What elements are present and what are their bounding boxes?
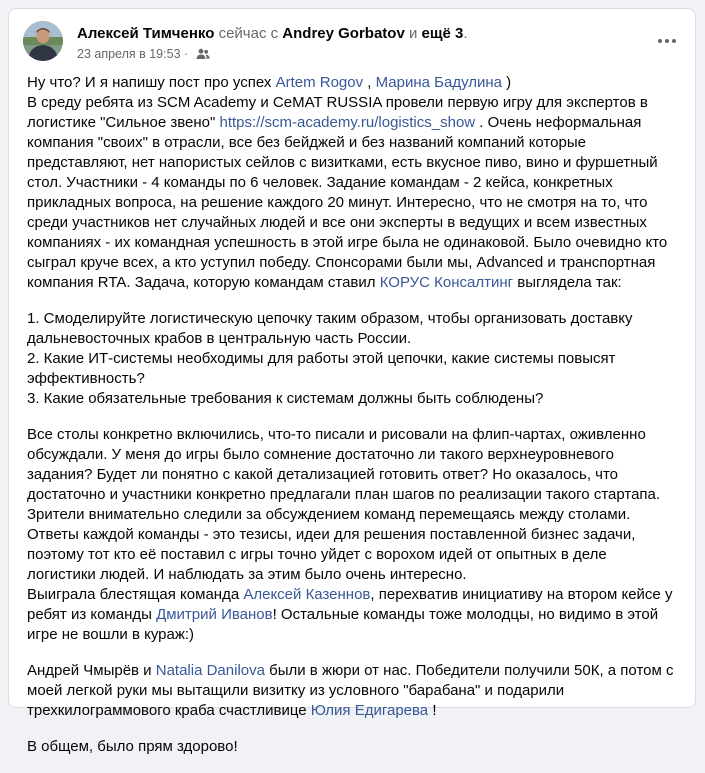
author-avatar[interactable] xyxy=(23,21,63,61)
post-date[interactable]: 23 апреля в 19:53 xyxy=(77,47,181,61)
text: , xyxy=(363,74,376,91)
list-item: 2. Какие ИТ-системы необходимы для работы этой цепочки, какие системы повысят эффективность? xyxy=(27,350,616,387)
activity-text: сейчас с xyxy=(218,25,279,42)
text: ! Остальные команды тоже молодцы, но видимо в этой игре не вошли в кураж:) xyxy=(27,606,659,643)
author-line xyxy=(77,25,468,42)
mention-marina-badulina[interactable]: Марина Бадулина xyxy=(375,74,503,91)
post-paragraph-jury xyxy=(27,661,679,721)
post-paragraph-closing: В общем, было прям здорово! xyxy=(27,738,238,755)
text: были в жюри от нас. Победители получили 50К, а потом с моей легкой руки мы вытащили визитку из условного "барабана" и подарили трехкилограммового краба счастливице xyxy=(27,662,674,719)
more-horizontal-icon[interactable] xyxy=(651,25,683,57)
post-meta xyxy=(77,47,210,63)
and-text: и xyxy=(408,25,418,42)
text: Выиграла блестящая команда xyxy=(27,586,244,603)
mention-artem-rogov[interactable]: Artem Rogov xyxy=(275,74,364,91)
avatar-photo xyxy=(23,21,63,61)
mention-korus-consulting[interactable]: КОРУС Консалтинг xyxy=(379,274,514,291)
list-item: 3. Какие обязательные требования к системам должны быть соблюдены? xyxy=(27,390,544,407)
external-link[interactable]: https://scm-academy.ru/logistics_show xyxy=(219,114,476,131)
tagged-others[interactable]: ещё 3 xyxy=(421,25,464,42)
meta-dot: · xyxy=(184,47,189,61)
text: , перехватив инициативу на втором кейсе у ребят из команды xyxy=(27,586,673,623)
mention-dmitry-ivanov[interactable]: Дмитрий Иванов xyxy=(156,606,273,623)
friends-icon[interactable] xyxy=(196,48,210,63)
text: ) xyxy=(502,74,512,91)
tagged-person[interactable]: Andrey Gorbatov xyxy=(282,25,405,42)
text: выглядела так: xyxy=(513,274,622,291)
post-header xyxy=(23,21,683,67)
text: ! xyxy=(428,702,437,719)
post-card xyxy=(8,8,696,755)
list-item: 1. Смоделируйте логистическую цепочку таким образом, чтобы организовать доставку дальневосточных крабов в центральную часть России. xyxy=(27,310,633,347)
post-paragraph-intro xyxy=(27,73,679,293)
post-paragraph-game xyxy=(27,425,679,645)
mention-aleksey-kazennov[interactable]: Алексей Казеннов xyxy=(243,586,371,603)
author-name[interactable]: Алексей Тимченко xyxy=(77,25,215,42)
text: . Очень неформальная компания "своих" в отрасли, все без бейджей и без названий компаний которые представляют, нет напористых сейлов с визитками, есть вкусное пиво, вино и фуршетный стол. Участники - 4 команды по 6 человек. Задание командам - 2 кейса, конкретных прикладных вопроса, на решение каждого 20 минут. Интересно, что не смотря на то, что среди участников нет случайных людей и все они эксперты в ведущих и всем известных компаниях - их командная успешность в этой игре была не одинаковой. Было очевидно кто сыграл круче всех, а кто уступил победу. Спонсорами были мы, Advanced и транспортная компания RTA. Задача, которую командам ставил xyxy=(27,114,668,291)
text: Все столы конкретно включились, что-то писали и рисовали на флип-чартах, оживленно обсуждали. У меня до игры было сомнение достаточно ли такого верхнеуровневого задания? Будет ли понятно с какой детализацией готовить ответ? Но оказалось, что достаточно и участники конкретно предлагали план шагов по реализации такого стартапа. Зрители внимательно следили за обсуждением команд перемещаясь между столами. Ответы каждой команды - это тезисы, идеи для решения поставленной бизнес задачи, поэтому тот кто её поставил с игры точно уйдет с ворохом идей от опытных в деле логистики людей. И наблюдать за этим было очень интересно. xyxy=(27,426,661,583)
mention-yulia-edigareva[interactable]: Юлия Едигарева xyxy=(310,702,429,719)
post-body xyxy=(27,73,679,773)
text: Ну что? И я напишу пост про успех xyxy=(27,74,276,91)
text: В среду ребята из SCM Academy и CeMAT RUSSIA провели первую игру для экспертов в логистике "Сильное звено" xyxy=(27,94,648,131)
post-task-list xyxy=(27,309,679,409)
text: Андрей Чмырёв и xyxy=(27,662,156,679)
mention-natalia-danilova[interactable]: Natalia Danilova xyxy=(155,662,265,679)
period: . xyxy=(463,25,468,42)
